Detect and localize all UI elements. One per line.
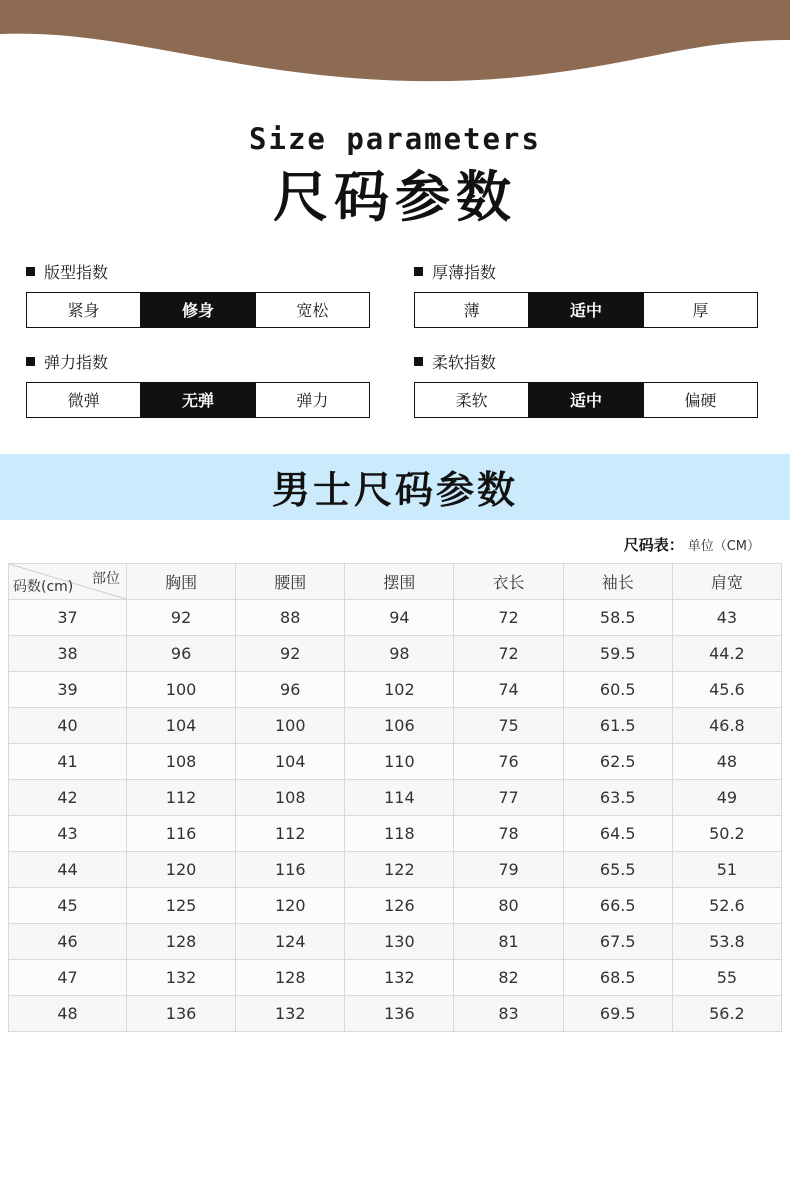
cell-waist: 88 (236, 599, 345, 635)
cell-shoulder: 45.6 (672, 671, 781, 707)
index-label-elasticity (26, 350, 376, 373)
index-group-pattern (26, 260, 376, 328)
unit-note-value: 单位（CM） (687, 538, 760, 554)
cell-length: 72 (454, 599, 563, 635)
cell-waist: 132 (236, 995, 345, 1031)
segment-thickness-0[interactable]: 薄 (415, 293, 529, 327)
bullet-square-icon (26, 357, 35, 366)
cell-sleeve: 64.5 (563, 815, 672, 851)
cell-chest: 116 (127, 815, 236, 851)
cell-chest: 96 (127, 635, 236, 671)
table-row (9, 923, 782, 959)
cell-sleeve: 68.5 (563, 959, 672, 995)
cell-shoulder: 55 (672, 959, 781, 995)
cell-size: 38 (9, 635, 127, 671)
cell-hem: 132 (345, 959, 454, 995)
segment-pattern-2[interactable]: 宽松 (256, 293, 369, 327)
segmented-control-elasticity[interactable] (26, 382, 370, 418)
table-row (9, 995, 782, 1031)
cell-shoulder: 53.8 (672, 923, 781, 959)
index-label-elasticity-text: 弹力指数 (44, 352, 109, 372)
unit-note (0, 520, 790, 563)
cell-length: 82 (454, 959, 563, 995)
unit-note-label: 尺码表： (623, 535, 684, 554)
table-row (9, 743, 782, 779)
cell-waist: 120 (236, 887, 345, 923)
index-label-pattern (26, 260, 376, 283)
index-label-thickness-text: 厚薄指数 (432, 262, 497, 282)
cell-hem: 126 (345, 887, 454, 923)
cell-chest: 92 (127, 599, 236, 635)
cell-size: 45 (9, 887, 127, 923)
cell-hem: 94 (345, 599, 454, 635)
cell-sleeve: 60.5 (563, 671, 672, 707)
cell-length: 75 (454, 707, 563, 743)
cell-chest: 128 (127, 923, 236, 959)
col-header-hem: 摆围 (345, 563, 454, 599)
cell-waist: 112 (236, 815, 345, 851)
index-group-thickness (414, 260, 764, 328)
cell-shoulder: 43 (672, 599, 781, 635)
segmented-control-pattern[interactable] (26, 292, 370, 328)
segment-elasticity-0[interactable]: 微弹 (27, 383, 141, 417)
bullet-square-icon (414, 267, 423, 276)
cell-shoulder: 48 (672, 743, 781, 779)
index-label-thickness (414, 260, 764, 283)
segment-softness-0[interactable]: 柔软 (415, 383, 529, 417)
mens-size-banner (0, 454, 790, 520)
table-row (9, 599, 782, 635)
table-row (9, 815, 782, 851)
col-header-length: 衣长 (454, 563, 563, 599)
cell-chest: 104 (127, 707, 236, 743)
size-table (8, 563, 782, 1032)
cell-chest: 132 (127, 959, 236, 995)
cell-shoulder: 46.8 (672, 707, 781, 743)
wave-icon (0, 0, 790, 96)
cell-chest: 136 (127, 995, 236, 1031)
index-label-softness (414, 350, 764, 373)
cell-waist: 124 (236, 923, 345, 959)
cell-length: 80 (454, 887, 563, 923)
cell-hem: 136 (345, 995, 454, 1031)
cell-shoulder: 56.2 (672, 995, 781, 1031)
table-row (9, 671, 782, 707)
cell-waist: 92 (236, 635, 345, 671)
cell-length: 77 (454, 779, 563, 815)
table-row (9, 707, 782, 743)
cell-sleeve: 61.5 (563, 707, 672, 743)
cell-hem: 122 (345, 851, 454, 887)
cell-sleeve: 62.5 (563, 743, 672, 779)
table-row (9, 635, 782, 671)
cell-chest: 100 (127, 671, 236, 707)
corner-label-size: 码数(cm) (13, 578, 74, 595)
cell-shoulder: 52.6 (672, 887, 781, 923)
col-header-sleeve: 袖长 (563, 563, 672, 599)
cell-shoulder: 44.2 (672, 635, 781, 671)
cell-hem: 118 (345, 815, 454, 851)
cell-size: 47 (9, 959, 127, 995)
cell-size: 42 (9, 779, 127, 815)
col-header-chest: 胸围 (127, 563, 236, 599)
cell-length: 78 (454, 815, 563, 851)
cell-length: 79 (454, 851, 563, 887)
segment-elasticity-1[interactable]: 无弹 (141, 383, 255, 417)
index-group-elasticity (26, 350, 376, 418)
index-label-softness-text: 柔软指数 (432, 352, 497, 372)
cell-sleeve: 63.5 (563, 779, 672, 815)
col-header-waist: 腰围 (236, 563, 345, 599)
bullet-square-icon (26, 267, 35, 276)
segment-pattern-0[interactable]: 紧身 (27, 293, 141, 327)
cell-chest: 120 (127, 851, 236, 887)
table-row (9, 959, 782, 995)
cell-size: 43 (9, 815, 127, 851)
cell-size: 40 (9, 707, 127, 743)
cell-shoulder: 51 (672, 851, 781, 887)
cell-waist: 104 (236, 743, 345, 779)
cell-size: 44 (9, 851, 127, 887)
cell-hem: 110 (345, 743, 454, 779)
cell-sleeve: 69.5 (563, 995, 672, 1031)
cell-waist: 100 (236, 707, 345, 743)
segmented-control-softness[interactable] (414, 382, 758, 418)
index-section (0, 260, 790, 418)
cell-hem: 102 (345, 671, 454, 707)
cell-length: 74 (454, 671, 563, 707)
cell-size: 46 (9, 923, 127, 959)
cell-sleeve: 59.5 (563, 635, 672, 671)
cell-waist: 108 (236, 779, 345, 815)
cell-size: 39 (9, 671, 127, 707)
cell-waist: 96 (236, 671, 345, 707)
page-title (0, 96, 790, 229)
segmented-control-thickness[interactable] (414, 292, 758, 328)
cell-hem: 114 (345, 779, 454, 815)
title-chinese: 尺码参数 (272, 164, 517, 229)
cell-sleeve: 67.5 (563, 923, 672, 959)
top-wave-decoration (0, 0, 790, 96)
cell-hem: 130 (345, 923, 454, 959)
segment-thickness-2[interactable]: 厚 (644, 293, 757, 327)
corner-label-part: 部位 (92, 570, 120, 587)
segment-softness-2[interactable]: 偏硬 (644, 383, 757, 417)
cell-length: 83 (454, 995, 563, 1031)
cell-waist: 128 (236, 959, 345, 995)
size-table-wrapper (0, 563, 790, 1032)
cell-waist: 116 (236, 851, 345, 887)
segment-softness-1[interactable]: 适中 (529, 383, 643, 417)
segment-elasticity-2[interactable]: 弹力 (256, 383, 369, 417)
cell-hem: 98 (345, 635, 454, 671)
segment-pattern-1[interactable]: 修身 (141, 293, 255, 327)
cell-hem: 106 (345, 707, 454, 743)
col-header-shoulder: 肩宽 (672, 563, 781, 599)
cell-length: 76 (454, 743, 563, 779)
cell-shoulder: 50.2 (672, 815, 781, 851)
cell-size: 41 (9, 743, 127, 779)
table-row (9, 779, 782, 815)
cell-chest: 125 (127, 887, 236, 923)
bullet-square-icon (414, 357, 423, 366)
index-label-pattern-text: 版型指数 (44, 262, 109, 282)
mens-size-banner-text: 男士尺码参数 (271, 467, 518, 513)
index-group-softness (414, 350, 764, 418)
cell-length: 72 (454, 635, 563, 671)
table-header-row (9, 563, 782, 599)
cell-size: 37 (9, 599, 127, 635)
table-corner-cell (9, 563, 127, 599)
cell-length: 81 (454, 923, 563, 959)
table-row (9, 887, 782, 923)
cell-shoulder: 49 (672, 779, 781, 815)
title-english: Size parameters (249, 122, 541, 156)
segment-thickness-1[interactable]: 适中 (529, 293, 643, 327)
cell-chest: 112 (127, 779, 236, 815)
cell-sleeve: 65.5 (563, 851, 672, 887)
cell-chest: 108 (127, 743, 236, 779)
table-row (9, 851, 782, 887)
cell-sleeve: 58.5 (563, 599, 672, 635)
cell-sleeve: 66.5 (563, 887, 672, 923)
cell-size: 48 (9, 995, 127, 1031)
